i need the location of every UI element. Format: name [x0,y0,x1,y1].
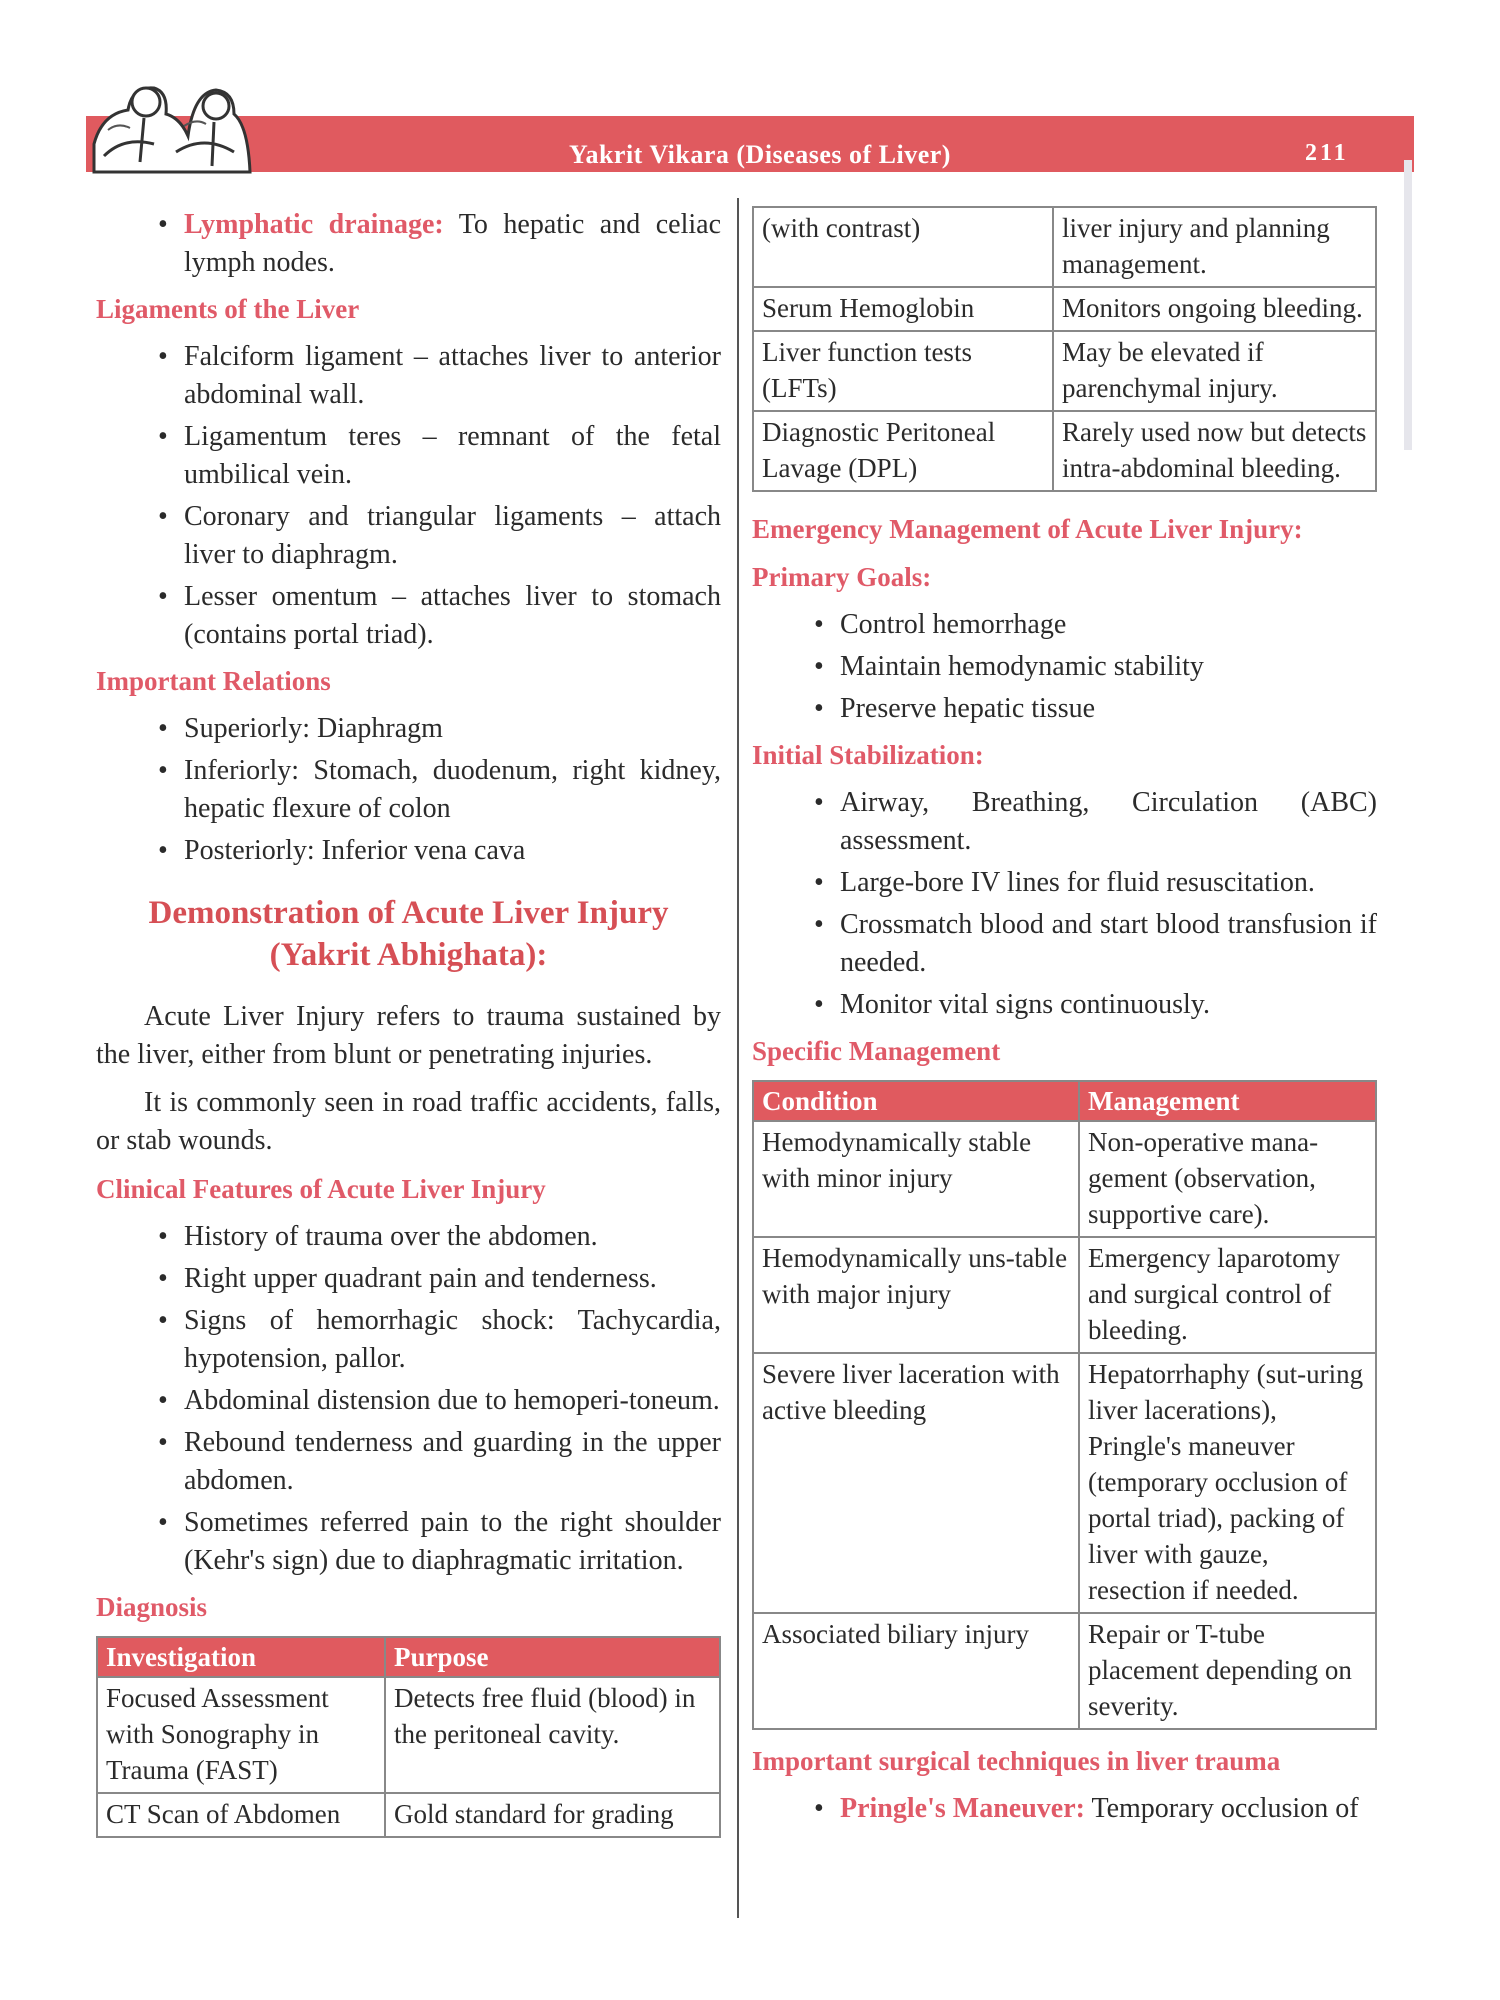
lymphatic-label: Lymphatic drainage: [184,209,444,240]
table-row [753,1353,1376,1613]
list-item: • Signs of hemorrhagic shock: Tachycardia, hypotension, pallor. [96,1302,721,1378]
list-item: • History of trauma over the abdomen. [96,1218,721,1256]
list-item: • Lesser omentum – attaches liver to stomach (contains portal triad). [96,578,721,654]
list-item [752,1790,1377,1828]
list-item: • Large-bore IV lines for fluid resuscitation. [752,864,1377,902]
relations-heading: Important Relations [96,666,331,696]
section-title [96,892,721,976]
table-row [97,1793,720,1837]
table-header-row [97,1637,720,1677]
list-item: • Posteriorly: Inferior vena cava [96,832,721,870]
list-item: • Maintain hemodynamic stability [752,648,1377,686]
table-row [97,1677,720,1793]
clinical-heading: Clinical Features of Acute Liver Injury [96,1174,546,1204]
primary-goals-list [752,606,1377,728]
table-cell: Rarely used now but detects intra-abdominal bleeding. [1053,411,1376,491]
table-cell: Non-operative mana-gement (observation, supportive care). [1079,1121,1376,1237]
right-column [752,206,1377,1836]
table-cell: Gold standard for grading [385,1793,720,1837]
list-item: • Inferiorly: Stomach, duodenum, right kidney, hepatic flexure of colon [96,752,721,828]
list-item: • Falciform ligament – attaches liver to anterior abdominal wall. [96,338,721,414]
table-row [753,1613,1376,1729]
list-item: • Sometimes referred pain to the right shoulder (Kehr's sign) due to diaphragmatic irritation. [96,1504,721,1580]
table-cell: Serum Hemoglobin [753,287,1053,331]
left-column [96,206,721,1838]
ligaments-heading: Ligaments of the Liver [96,294,360,324]
table-cell: Liver function tests (LFTs) [753,331,1053,411]
table-row [753,411,1376,491]
clinical-list [96,1218,721,1580]
table-cell: Focused Assessment with Sonography in Trauma (FAST) [97,1677,385,1793]
techniques-list [752,1790,1377,1828]
intro-paragraph: Acute Liver Injury refers to trauma sustained by the liver, either from blunt or penetrating injuries. [96,1001,721,1070]
list-item: • Right upper quadrant pain and tenderness. [96,1260,721,1298]
column-divider [737,198,739,1918]
diagnosis-heading: Diagnosis [96,1592,208,1622]
ligaments-list [96,338,721,654]
lymphatic-list [96,206,721,282]
initial-stabilization-list [752,784,1377,1024]
management-table [752,1080,1377,1730]
sages-illustration-logo [84,52,252,176]
section-title-line-2: (Yakrit Abhighata): [269,937,548,973]
diagnosis-table-continued [752,206,1377,492]
table-cell: Repair or T-tube placement depending on severity. [1079,1613,1376,1729]
list-item: • Preserve hepatic tissue [752,690,1377,728]
list-item: • Rebound tenderness and guarding in the upper abdomen. [96,1424,721,1500]
initial-stabilization-heading: Initial Stabilization: [752,740,984,770]
list-item: • Monitor vital signs continuously. [752,986,1377,1024]
table-header-row [753,1081,1376,1121]
pringle-text: Temporary occlusion of [1084,1793,1359,1824]
causes-paragraph: It is commonly seen in road traffic accidents, falls, or stab wounds. [96,1087,721,1156]
running-header-title: Yakrit Vikara (Diseases of Liver) [569,140,951,169]
table-row [753,1121,1376,1237]
diagnosis-table [96,1636,721,1838]
list-item: • Ligamentum teres – remnant of the fetal umbilical vein. [96,418,721,494]
table-cell: (with contrast) [753,207,1053,287]
list-item [96,206,721,282]
column-header: Investigation [97,1637,385,1677]
pringle-label: Pringle's Maneuver: [840,1793,1085,1824]
table-cell: Emergency laparotomy and surgical control of bleeding. [1079,1237,1376,1353]
emergency-heading: Emergency Management of Acute Liver Injury: [752,514,1303,544]
list-item: • Crossmatch blood and start blood transfusion if needed. [752,906,1377,982]
page-edge-strip [1404,160,1412,450]
lymphatic-text: To hepatic and celiac lymph nodes. [184,209,721,278]
table-cell: Monitors ongoing bleeding. [1053,287,1376,331]
techniques-heading: Important surgical techniques in liver trauma [752,1746,1281,1776]
list-item: • Airway, Breathing, Circulation (ABC) assessment. [752,784,1377,860]
specific-management-heading: Specific Management [752,1036,1001,1066]
list-item: • Coronary and triangular ligaments – attach liver to diaphragm. [96,498,721,574]
column-header: Management [1079,1081,1376,1121]
section-title-line-1: Demonstration of Acute Liver Injury [148,895,669,931]
table-cell: Associated biliary injury [753,1613,1079,1729]
table-cell: CT Scan of Abdomen [97,1793,385,1837]
table-cell: Hepatorrhaphy (sut-uring liver lacerations), Pringle's maneuver (temporary occlusion of portal triad), packing of liver with gauze, resection if needed. [1079,1353,1376,1613]
relations-list [96,710,721,870]
primary-goals-heading: Primary Goals: [752,562,932,592]
column-header: Purpose [385,1637,720,1677]
table-row [753,1237,1376,1353]
table-cell: Hemodynamically stable with minor injury [753,1121,1079,1237]
table-cell: Detects free fluid (blood) in the peritoneal cavity. [385,1677,720,1793]
table-cell: May be elevated if parenchymal injury. [1053,331,1376,411]
table-cell: Hemodynamically uns-table with major injury [753,1237,1079,1353]
table-cell: Diagnostic Peritoneal Lavage (DPL) [753,411,1053,491]
table-row [753,207,1376,287]
list-item: • Superiorly: Diaphragm [96,710,721,748]
table-cell: liver injury and planning management. [1053,207,1376,287]
table-row [753,287,1376,331]
column-header: Condition [753,1081,1079,1121]
list-item: • Control hemorrhage [752,606,1377,644]
page-number: 211 [1305,140,1349,166]
list-item: • Abdominal distension due to hemoperi-toneum. [96,1382,721,1420]
table-row [753,331,1376,411]
table-cell: Severe liver laceration with active bleeding [753,1353,1079,1613]
